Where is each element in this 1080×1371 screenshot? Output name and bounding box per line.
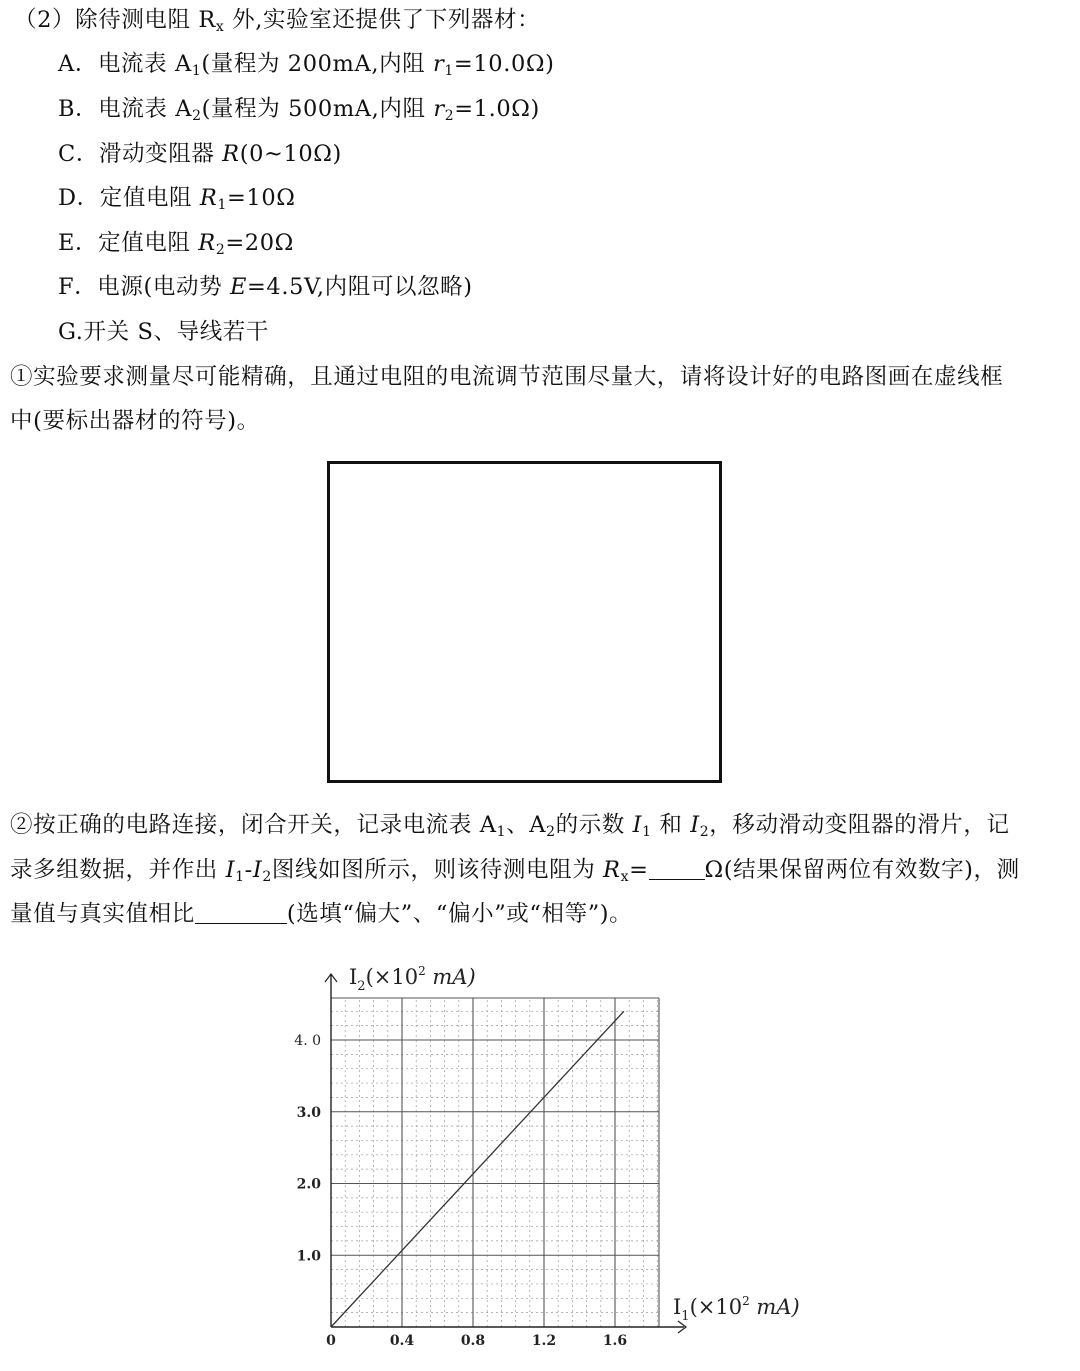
series-line	[331, 1011, 624, 1327]
item-a: A．电流表 $A_1$(量程为 200mA,内阻 $r_1=10.0\Omega$)	[58, 51, 555, 79]
item-b: B．电流表 $A_2$(量程为 500mA,内阻 $r_2=1.0\Omega$)	[58, 96, 540, 124]
y-tick-label: 1.0	[296, 1248, 321, 1265]
grid-major	[331, 998, 659, 1327]
x-axis-label: $I_1(\times 10^2$ mA)	[673, 1294, 800, 1324]
question-2-line-1: ②按正确的电路连接，闭合开关，记录电流表 $A_1$、$A_2$的示数 $I_1$ 和 $I_2$，移动滑动变阻器的滑片，记	[10, 812, 1010, 840]
x-tick-label: 0.8	[460, 1333, 486, 1349]
y-tick-label: 4. 0	[294, 1033, 321, 1049]
grid-minor	[331, 998, 659, 1327]
item-g: G.开关 S、导线若干	[58, 319, 269, 345]
chart-marks	[331, 1011, 624, 1327]
question-1-line-2: 中(要标出器材的符号)。	[10, 408, 260, 434]
y-tick-label: 3.0	[296, 1104, 321, 1121]
origin-label: 0	[326, 1333, 336, 1349]
comparison-answer-blank[interactable]	[195, 901, 287, 924]
question-2-line-3: 量值与真实值相比 (选填“偏大”、“偏小”或“相等”)。	[10, 901, 633, 927]
item-c: C．滑动变阻器 R(0~10Ω)	[58, 141, 342, 167]
question-2-line-2: 录多组数据，并作出 $I_1-I_2$图线如图所示，则该待测电阻为 $R_x= \Omega$(结果保留两位有效数字)，测	[10, 857, 1020, 885]
item-f: F．电源(电动势 E=4.5V,内阻可以忽略)	[58, 274, 473, 300]
chart-ticks	[294, 1033, 627, 1349]
item-d: D．定值电阻 $R_1=10\Omega$	[58, 185, 296, 213]
circuit-drawing-box[interactable]	[327, 461, 722, 783]
question-1-line-1: ①实验要求测量尽可能精确，且通过电阻的电流调节范围尽量大，请将设计好的电路图画在虚线框	[10, 364, 1004, 390]
i1-i2-chart	[0, 950, 1080, 1371]
resistance-answer-blank[interactable]	[649, 857, 705, 880]
x-tick-label: 0.4	[389, 1333, 415, 1349]
y-tick-label: 2.0	[296, 1176, 321, 1193]
x-tick-label: 1.6	[602, 1333, 628, 1349]
x-tick-label: 1.2	[531, 1333, 557, 1349]
item-e: E．定值电阻 $R_2=20\Omega$	[58, 230, 294, 258]
chart-axes	[325, 974, 686, 1333]
intro-line: （2）除待测电阻 $R_x$ 外,实验室还提供了下列器材：	[14, 7, 541, 35]
y-axis-label: $I_2(\times 10^2$ mA)	[349, 964, 476, 994]
